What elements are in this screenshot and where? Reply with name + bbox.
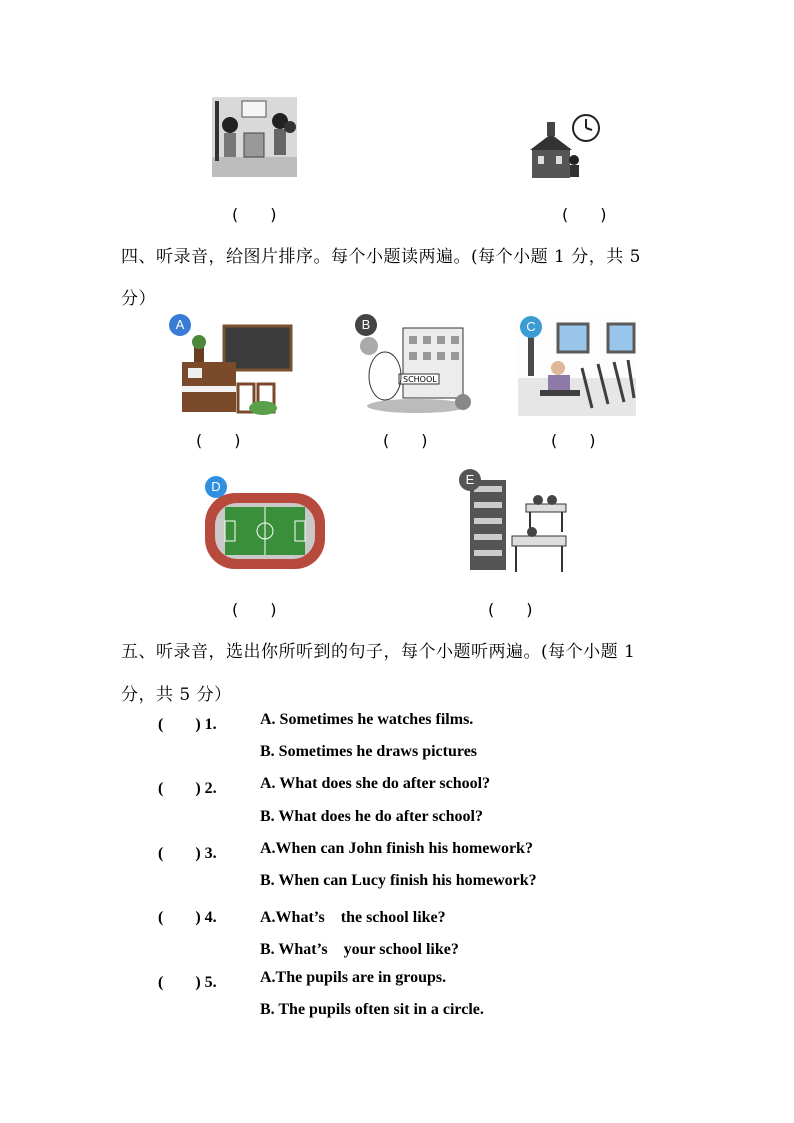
option-b: B. What does he do after school? [260,808,483,825]
option-b: B. The pupils often sit in a circle. [260,1001,484,1018]
letter-badge-c: C [520,316,542,338]
question-number[interactable]: ( ) 3. [158,845,217,862]
option-b: B. When can Lucy finish his homework? [260,872,537,889]
letter-badge-e: E [459,469,481,491]
answer-blank[interactable]: ( ) [196,431,241,450]
option-b: B. Sometimes he draws pictures [260,743,478,760]
option-a: A. Sometimes he watches films. [260,711,474,728]
question-number[interactable]: ( ) 4. [158,909,217,926]
svg-text:SCHOOL: SCHOOL [403,375,437,384]
section-5-heading-cont: 分，共 5 分） [121,685,232,705]
answer-blank[interactable]: ( ) [383,431,428,450]
question-number[interactable]: ( ) 2. [158,780,217,797]
option-a: A.The pupils are in groups. [260,969,447,986]
letter-badge-b: B [355,314,377,336]
letter-badge-a: A [169,314,191,336]
answer-blank[interactable]: ( ) [232,600,277,619]
answer-blank[interactable]: ( ) [562,205,607,224]
option-b: B. What’s your school like? [260,941,459,958]
option-a: A.What’s the school like? [260,909,446,926]
answer-blank[interactable]: ( ) [232,205,277,224]
question-number[interactable]: ( ) 5. [158,974,217,991]
option-a: A.When can John finish his homework? [260,840,533,857]
question-number[interactable]: ( ) 1. [158,716,217,733]
answer-blank[interactable]: ( ) [488,600,533,619]
section-5-heading: 五、听录音，选出你所听到的句子，每个小题听两遍。(每个小题 1 [121,642,636,662]
option-a: A. What does she do after school? [260,775,491,792]
hallway-students-image [212,97,297,177]
school-clock-image [530,110,602,180]
section-4-heading-cont: 分） [121,289,156,309]
library-reading-room-image [468,476,568,574]
answer-blank[interactable]: ( ) [551,431,596,450]
letter-badge-d: D [205,476,227,498]
section-4-heading: 四、听录音，给图片排序。每个小题读两遍。(每个小题 1 分，共 5 [121,247,641,267]
